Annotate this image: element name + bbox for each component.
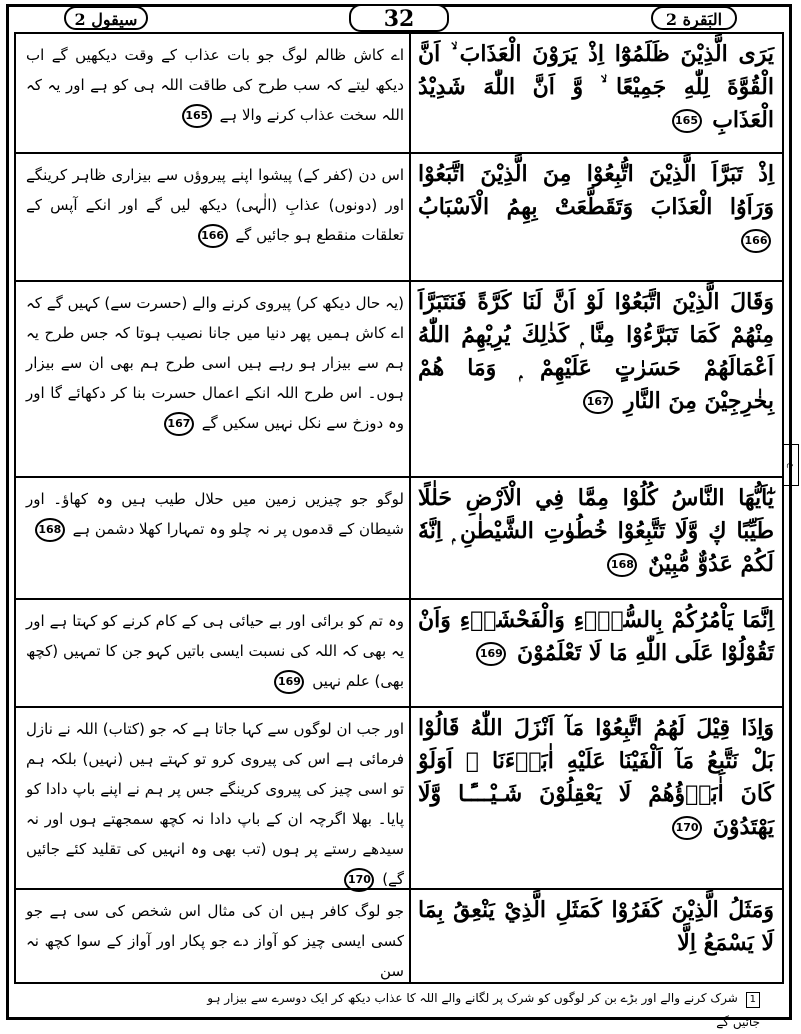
ayah-number-badge: 167 — [583, 390, 613, 414]
ayah-number-badge: 166 — [198, 224, 228, 248]
ayah-number-badge: 168 — [35, 518, 65, 542]
ayah-number-badge: 168 — [607, 553, 637, 577]
urdu-text: (یہ حال دیکھ کر) پیروی کرنے والے (حسرت سے) کہیں گے کہ اے کاش ہمیں پھر دنیا میں جانا نصیب ہوتا کہ جس طرح یہ ہم سے بیزار ہو رہے ہیں اسی طرح ہم بھی ان سے بیزار ہوں۔ اس طرح اللہ انکے اعمال حسرت بنا کر دکھائے گا اور وہ دوزخ سے نکل نہیں سکیں گے — [26, 294, 404, 432]
ayah-number-badge: 169 — [274, 670, 304, 694]
urdu-translation-165 — [26, 40, 404, 148]
urdu-translation-168 — [26, 484, 404, 596]
arabic-verse-167 — [418, 286, 774, 474]
section-divider — [16, 152, 782, 154]
footnote-number: 1 — [746, 992, 760, 1008]
arabic-verse-171 — [418, 894, 774, 980]
footnote-text: شرک کرنے والے اور بڑے بن کر لوگوں کو شرک پر لگانے والے اللہ کا عذاب دیکھ کر ایک دوسرے سے بیزار ہو جائیں گے — [207, 991, 760, 1029]
footnote — [200, 986, 760, 1029]
arabic-text: يَرَى الَّذِيْنَ ظَلَمُوْٓا اِذْ يَرَوْنَ الْعَذَابَ ۙ اَنَّ الْقُوَّةَ لِلّٰهِ جَمِيْعًا ۙ وَّ اَنَّ اللّٰهَ شَدِيْدُ الْعَذَابِ — [418, 41, 774, 133]
ruku-marker: ع — [783, 444, 799, 486]
arabic-text: وَقَالَ الَّذِيْنَ اتَّبَعُوْا لَوْ اَنَّ لَنَا كَرَّةً فَنَتَبَرَّاَ مِنْهُمْ كَمَا تَبَرَّءُوْا مِنَّا ۭ كَذٰلِكَ يُرِيْهِمُ اللّٰهُ اَعْمَالَهُمْ حَسَرٰتٍ عَلَيْهِمْ ۭ وَمَا هُمْ بِخٰرِجِيْنَ مِنَ النَّارِ — [418, 289, 774, 414]
section-divider — [16, 280, 782, 282]
ayah-number-badge: 165 — [672, 109, 702, 133]
arabic-verse-165 — [418, 38, 774, 148]
section-divider — [16, 706, 782, 708]
ayah-number-badge: 169 — [476, 642, 506, 666]
para-title: سیقول 2 — [64, 6, 148, 30]
arabic-text: اِذْ تَبَرَّاَ الَّذِيْنَ اتُّبِعُوْا مِنَ الَّذِيْنَ اتَّبَعُوْا وَرَاَوُا الْعَذَابَ وَتَقَطَّعَتْ بِهِمُ الْاَسْبَابُ — [418, 161, 774, 220]
ayah-number-badge: 170 — [344, 868, 374, 892]
urdu-text: لوگو جو چیزیں زمین میں حلال طیب ہیں وہ کھاؤ۔ اور شیطان کے قدموں پر نہ چلو وہ تمہارا کھلا دشمن ہے — [26, 490, 404, 538]
ayah-number-badge: 166 — [741, 229, 771, 253]
page-number: 32 — [349, 4, 449, 32]
section-divider — [16, 476, 782, 478]
page-header — [0, 0, 801, 32]
urdu-translation-166 — [26, 160, 404, 278]
urdu-text: اے کاش ظالم لوگ جو بات عذاب کے وقت دیکھیں گے اب دیکھ لیتے کہ سب طرح کی طاقت اللہ ہی کو ہے اور یہ کہ اللہ سخت عذاب کرنے والا ہے — [26, 46, 404, 124]
ayah-number-badge: 167 — [164, 412, 194, 436]
arabic-text: وَاِذَا قِيْلَ لَهُمُ اتَّبِعُوْا مَآ اَنْزَلَ اللّٰهُ قَالُوْا بَلْ نَتَّبِعُ مَآ اَلْفَيْنَا عَلَيْهِ اٰبَاۗءَنَا ۭ اَوَلَوْ كَانَ اٰبَاۗؤُھُمْ لَا يَعْقِلُوْنَ شَـيْـــًٔـا وَّلَا يَهْتَدُوْنَ — [418, 715, 774, 840]
urdu-text: اور جب ان لوگوں سے کہا جاتا ہے کہ جو (کتاب) اللہ نے نازل فرمائی ہے اس کی پیروی کرو تو کہتے ہیں (نہیں) بلکہ ہم تو اسی چیز کی پیروی کرینگے جس پر ہم نے اپنے باپ دادا کو پایا۔ بھلا اگرچہ ان کے باپ دادا نہ کچھ سمجھتے ہوں اور نہ سیدھے رستے پر ہوں (تب بھی وہ انہیں کی تقلید کئے جائیں گے) — [26, 720, 404, 888]
urdu-translation-169 — [26, 606, 404, 704]
arabic-verse-169 — [418, 604, 774, 704]
urdu-text: وہ تم کو برائی اور بے حیائی ہی کے کام کرنے کو کہتا ہے اور یہ بھی کہ اللہ کی نسبت ایسی باتیں کہو جن کا تمہیں (کچھ بھی) علم نہیں — [26, 612, 404, 690]
column-divider — [409, 34, 411, 982]
urdu-text: جو لوگ کافر ہیں ان کی مثال اس شخص کی سی ہے جو کسی ایسی چیز کو آواز دے جو پکار اور آواز کے سوا کچھ نہ سن — [26, 902, 404, 980]
urdu-translation-170 — [26, 714, 404, 886]
section-divider — [16, 598, 782, 600]
arabic-verse-166 — [418, 158, 774, 278]
ayah-number-badge: 170 — [672, 816, 702, 840]
urdu-translation-167 — [26, 288, 404, 474]
arabic-verse-168 — [418, 482, 774, 596]
ayah-number-badge: 165 — [182, 104, 212, 128]
arabic-verse-170 — [418, 712, 774, 886]
arabic-text: يٰٓاَيُّهَا النَّاسُ كُلُوْا مِمَّا فِي الْاَرْضِ حَلٰلًا طَيِّبًا ڮ وَّلَا تَتَّبِعُوْا خُطُوٰتِ الشَّيْطٰنِ ۭ اِنَّهٗ لَكُمْ عَدُوٌّ مُّبِيْنٌ — [418, 485, 774, 577]
arabic-text: وَمَثَلُ الَّذِيْنَ كَفَرُوْا كَمَثَلِ الَّذِيْ يَنْعِقُ بِمَا لَا يَسْمَعُ اِلَّا — [418, 897, 774, 956]
urdu-translation-171 — [26, 896, 404, 980]
arabic-text: اِنَّمَا يَاْمُرُكُمْ بِالسُّوْۗءِ وَالْفَحْشَاۗءِ وَاَنْ تَقُوْلُوْا عَلَى اللّٰهِ مَا لَا تَعْلَمُوْنَ — [418, 607, 774, 666]
urdu-text: اس دن (کفر کے) پیشوا اپنے پیروؤں سے بیزاری ظاہر کرینگے اور (دونوں) عذابِ (الٰہی) دیکھ لیں گے اور انکے آپس کے تعلقات منقطع ہو جائیں گے — [26, 166, 404, 244]
surah-title: البَقرة 2 — [651, 6, 737, 30]
